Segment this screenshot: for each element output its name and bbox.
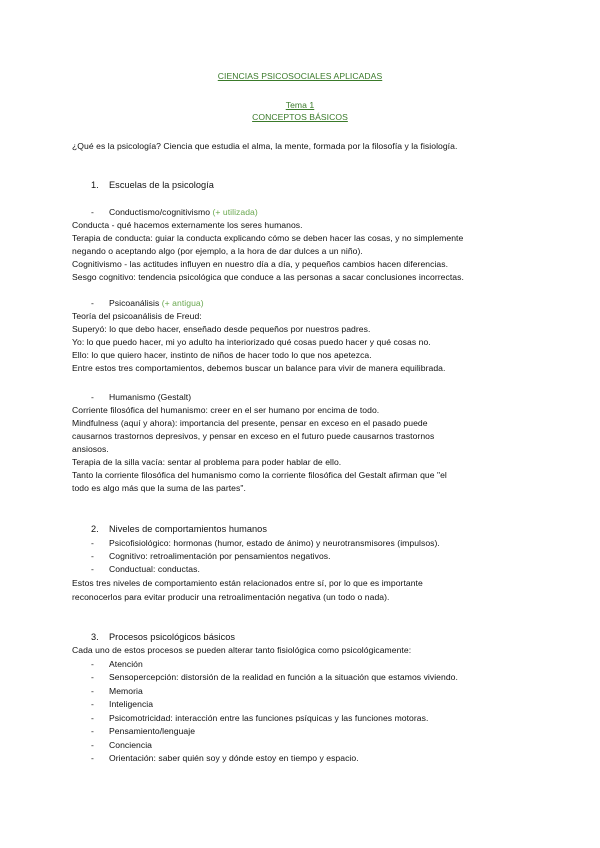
bullet-dash: -	[91, 564, 94, 574]
bullet-dash: -	[91, 207, 94, 217]
paragraph-line: Estos tres niveles de comportamiento están relacionados entre sí, por lo que es importante	[72, 578, 423, 588]
paragraph-line: Conducta - qué hacemos externamente los seres humanos.	[72, 220, 303, 230]
bullet-dash: -	[91, 713, 94, 723]
bullet-dash: -	[91, 392, 94, 402]
list-item: Psicofisiológico: hormonas (humor, estado de ánimo) y neurotransmisores (impulsos).	[109, 538, 440, 548]
paragraph-line: Terapia de la silla vacía: sentar al problema para poder hablar de ello.	[72, 457, 342, 467]
paragraph-line: causarnos trastornos depresivos, y pensar en exceso en el futuro puede causarnos trastornos	[72, 431, 435, 441]
list-item: Cognitivo: retroalimentación por pensamientos negativos.	[109, 551, 331, 561]
bullet-dash: -	[91, 538, 94, 548]
list-item: Pensamiento/lenguaje	[109, 726, 196, 736]
document-title: CIENCIAS PSICOSOCIALES APLICADAS	[217, 71, 383, 81]
paragraph-line: reconocerlos para evitar producir una retroalimentación negativa (un todo o nada).	[72, 592, 390, 602]
section-2-number: 2.	[91, 524, 99, 534]
topic-label: Tema 1	[285, 100, 315, 110]
paragraph-line: Ello: lo que quiero hacer, instinto de niños de hacer todo lo que nos apetezca.	[72, 350, 372, 360]
list-item: Memoria	[109, 686, 143, 696]
school-humanismo: Humanismo (Gestalt)	[109, 392, 192, 402]
list-item: Conciencia	[109, 740, 153, 750]
list-item: Inteligencia	[109, 699, 154, 709]
paragraph-line: Cognitivismo - las actitudes influyen en nuestro día a día, y pequeños cambios hacen diferencias.	[72, 259, 449, 269]
bullet-dash: -	[91, 753, 94, 763]
bullet-dash: -	[91, 699, 94, 709]
paragraph-line: Cada uno de estos procesos se pueden alterar tanto fisiológica como psicológicamente:	[72, 645, 412, 655]
section-1-number: 1.	[91, 180, 99, 190]
paragraph-line: Terapia de conducta: guiar la conducta explicando cómo se deben hacer las cosas, y no simplemente	[72, 233, 464, 243]
school-name: Conductismo/cognitivismo	[109, 207, 213, 217]
bullet-dash: -	[91, 740, 94, 750]
list-item: Psicomotricidad: interacción entre las funciones psíquicas y las funciones motoras.	[109, 713, 429, 723]
bullet-dash: -	[91, 298, 94, 308]
topic-subtitle: CONCEPTOS BÁSICOS	[252, 112, 348, 122]
section-2-title: Niveles de comportamientos humanos	[109, 524, 267, 534]
school-name: Psicoanálisis	[109, 298, 162, 308]
paragraph-line: ansiosos.	[72, 444, 109, 454]
paragraph-line: Sesgo cognitivo: tendencia psicológica que conduce a las personas a sacar conclusiones incorrectas.	[72, 272, 464, 282]
list-item: Orientación: saber quién soy y dónde estoy en tiempo y espacio.	[109, 753, 359, 763]
section-3-title: Procesos psicológicos básicos	[109, 632, 236, 642]
school-note: (+ antigua)	[161, 298, 204, 308]
bullet-dash: -	[91, 686, 94, 696]
section-1-title: Escuelas de la psicología	[109, 180, 214, 190]
paragraph-line: Superyó: lo que debo hacer, enseñado desde pequeños por nuestros padres.	[72, 324, 371, 334]
list-item: Atención	[109, 659, 143, 669]
bullet-dash: -	[91, 672, 94, 682]
school-psicoanalisis	[109, 298, 204, 309]
school-note: (+ utilizada)	[212, 207, 258, 217]
paragraph-line: Teoría del psicoanálisis de Freud:	[72, 311, 202, 321]
paragraph-line: Tanto la corriente filosófica del humanismo como la corriente filosófica del Gestalt afirman que "el	[72, 470, 447, 480]
paragraph-line: Entre estos tres comportamientos, debemos buscar un balance para vivir de manera equilibrada.	[72, 363, 446, 373]
list-item: Sensopercepción: distorsión de la realidad en función a la situación que estamos viviendo.	[109, 672, 458, 682]
bullet-dash: -	[91, 551, 94, 561]
intro-paragraph: ¿Qué es la psicología? Ciencia que estudia el alma, la mente, formada por la filosofía y la fisiología.	[72, 141, 458, 151]
bullet-dash: -	[91, 726, 94, 736]
paragraph-line: todo es algo más que la suma de las partes".	[72, 483, 246, 493]
bullet-dash: -	[91, 659, 94, 669]
list-item: Conductual: conductas.	[109, 564, 200, 574]
section-3-number: 3.	[91, 632, 99, 642]
paragraph-line: Mindfulness (aquí y ahora): importancia del presente, pensar en exceso en el pasado puede	[72, 418, 428, 428]
school-conductismo	[109, 207, 258, 218]
paragraph-line: Corriente filosófica del humanismo: creer en el ser humano por encima de todo.	[72, 405, 380, 415]
paragraph-line: Yo: lo que puedo hacer, mi yo adulto ha interiorizado qué cosas puedo hacer y qué cosas no.	[72, 337, 431, 347]
paragraph-line: negando o aceptando algo (por ejemplo, a la hora de dar dulces a un niño).	[72, 246, 363, 256]
